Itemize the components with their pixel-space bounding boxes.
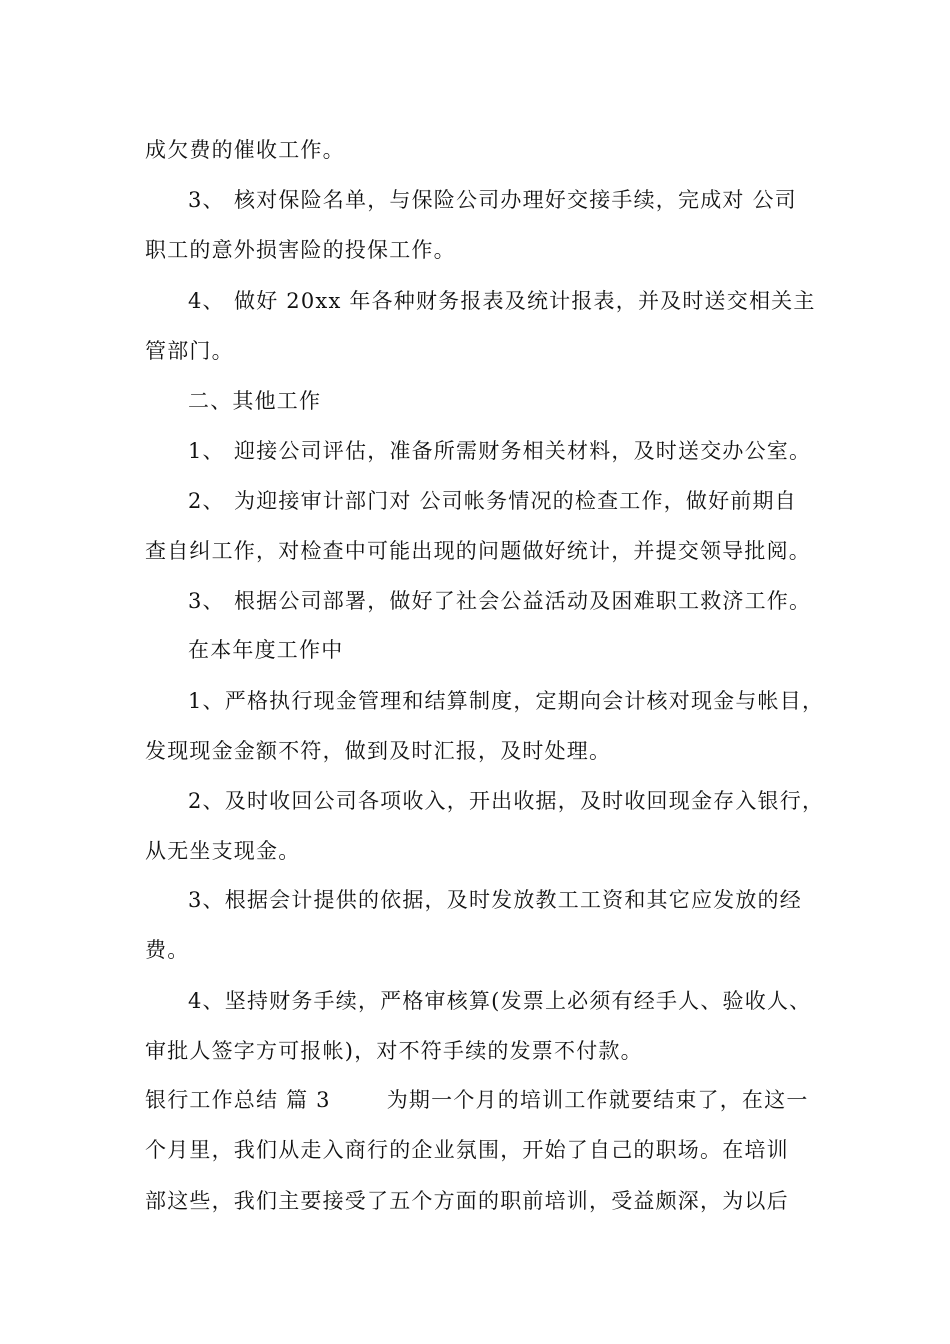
line-text: 1、严格执行现金管理和结算制度，定期向会计核对现金与帐目，	[188, 689, 825, 713]
list-item	[188, 783, 828, 819]
line-text: 4、坚持财务手续，严格审核算(发票上必须有经手人、验收人、	[188, 989, 812, 1013]
article-title: 银行工作总结 篇 3	[145, 1088, 331, 1112]
text-line	[145, 932, 825, 968]
text-line	[145, 232, 825, 268]
line-text: 查自纠工作，对检查中可能出现的问题做好统计，并提交领导批阅。	[145, 539, 811, 563]
line-text: 审批人签字方可报帐)，对不符手续的发票不付款。	[145, 1039, 643, 1063]
line-text: 核对保险名单，与保险公司办理好交接手续，完成对 公司	[234, 188, 797, 212]
line-text: 从无坐支现金。	[145, 839, 301, 863]
list-item	[188, 983, 828, 1019]
line-text: 成欠费的催收工作。	[145, 138, 345, 162]
section-heading	[188, 383, 828, 419]
line-text: 为期一个月的培训工作就要结束了，在这一	[386, 1088, 809, 1112]
item-number: 3、	[188, 589, 225, 613]
line-text: 3、根据会计提供的依据，及时发放教工工资和其它应发放的经	[188, 888, 802, 912]
text-line	[145, 733, 825, 769]
line-text: 为迎接审计部门对 公司帐务情况的检查工作，做好前期自	[234, 489, 797, 513]
line-text: 管部门。	[145, 339, 234, 363]
item-number: 3、	[188, 188, 225, 212]
text-line	[145, 1033, 825, 1069]
line-text: 在本年度工作中	[188, 638, 344, 662]
list-item	[188, 583, 828, 619]
line-text: 迎接公司评估，准备所需财务相关材料，及时送交办公室。	[234, 439, 812, 463]
text-line	[145, 132, 825, 168]
list-item	[188, 882, 828, 918]
text-line	[145, 333, 825, 369]
section-heading	[188, 632, 828, 668]
text-line	[145, 1183, 825, 1219]
line-text: 做好 20xx 年各种财务报表及统计报表，并及时送交相关主	[234, 289, 816, 313]
list-item	[188, 182, 828, 218]
item-number: 2、	[188, 489, 225, 513]
line-text: 个月里，我们从走入商行的企业氛围，开始了自己的职场。在培训	[145, 1138, 789, 1162]
text-line	[145, 833, 825, 869]
item-number: 4、	[188, 289, 225, 313]
line-text: 费。	[145, 938, 190, 962]
item-number: 1、	[188, 439, 225, 463]
list-item	[188, 483, 828, 519]
text-line	[145, 533, 825, 569]
line-text: 二、其他工作	[188, 389, 322, 413]
list-item	[188, 433, 828, 469]
line-text: 职工的意外损害险的投保工作。	[145, 238, 456, 262]
list-item	[188, 283, 828, 319]
line-text: 根据公司部署，做好了社会公益活动及困难职工救济工作。	[234, 589, 812, 613]
article-heading-line	[145, 1082, 825, 1118]
line-text: 2、及时收回公司各项收入，开出收据，及时收回现金存入银行，	[188, 789, 825, 813]
line-text: 部这些，我们主要接受了五个方面的职前培训，受益颇深，为以后	[145, 1189, 789, 1213]
text-line	[145, 1132, 825, 1168]
list-item	[188, 683, 828, 719]
line-text: 发现现金金额不符，做到及时汇报，及时处理。	[145, 739, 612, 763]
